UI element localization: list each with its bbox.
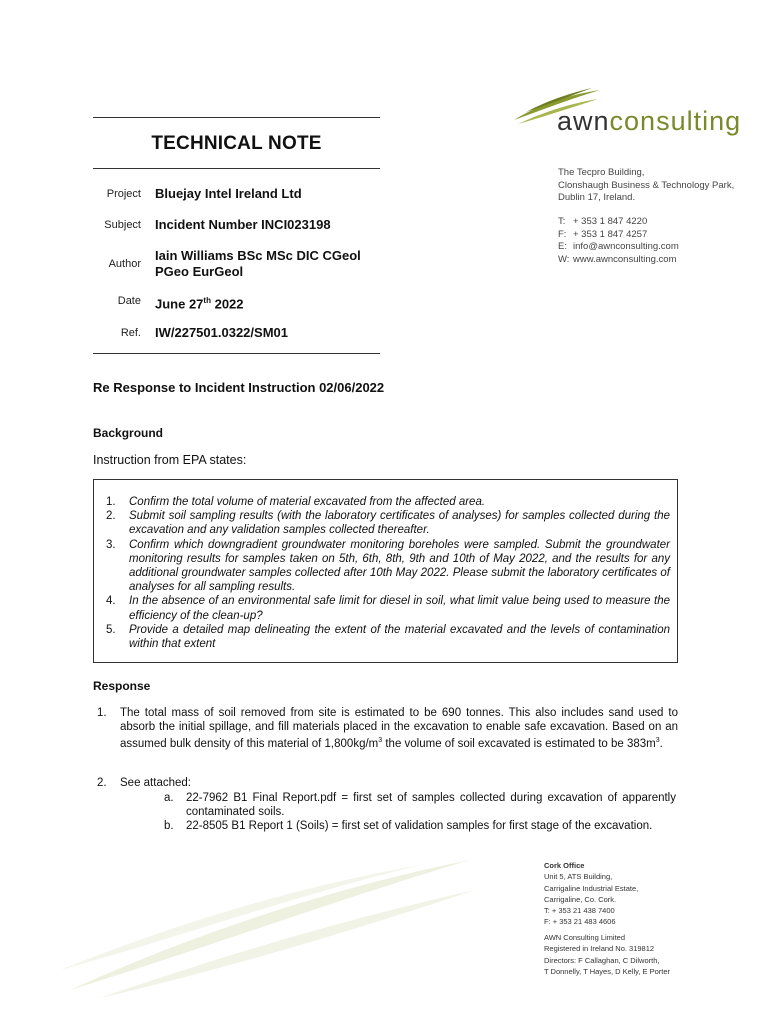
ref-label: Ref. (120, 327, 141, 339)
author-line: Iain Williams BSc MSc DIC CGeol (155, 248, 361, 263)
author-line: PGeo EurGeol (155, 264, 244, 279)
contact-website: W: www.awnconsulting.com (558, 253, 677, 265)
header-rule-top (93, 117, 380, 118)
cork-line: Carrigaline, Co. Cork. (544, 894, 617, 904)
list-item: 4. In the absence of an environmental safe limit for diesel in soil, what limit value being used to measure the efficiency of the clean-up? (106, 595, 670, 622)
decorative-swoosh-graphic (60, 850, 480, 1000)
list-item: 3. Confirm which downgradient groundwater monitoring boreholes were sampled. Submit the groundwater monitoring results for samples taken on 5th, 6th, 8th, 9th and 10th of May 2022, and the results for any additional groundwater samples collected after 10th May 2022. Please submit the laboratory certificates of analyses for all sampling results. (106, 538, 670, 594)
address-line: Dublin 17, Ireland. (558, 192, 636, 203)
project-label: Project (106, 188, 141, 200)
company-line: Registered in Ireland No. 319812 (544, 944, 655, 954)
cork-office-title: Cork Office (544, 861, 585, 870)
contact-fax: F: + 353 1 847 4257 (558, 228, 648, 240)
list-item: 1. Confirm the total volume of material excavated from the affected area. (106, 496, 486, 508)
response-item-2: 2. See attached: (97, 777, 191, 789)
header-rule-bottom (93, 353, 380, 354)
contact-details (558, 216, 679, 266)
logo-consulting-text: consulting (609, 106, 742, 136)
awn-consulting-logo (557, 106, 741, 136)
cork-line: T: + 353 21 438 7400 (544, 906, 615, 916)
instruction-list (106, 495, 670, 651)
cork-line: Carrigaline Industrial Estate, (544, 883, 639, 893)
list-item: 2. Submit soil sampling results (with the laboratory certificates of analyses) for samples collected during the excavation and any validation samples collected thereafter. (106, 510, 670, 537)
address-line: Clonshaugh Business & Technology Park, (558, 179, 735, 191)
date-label: Date (117, 295, 141, 307)
response-item-1: 1. The total mass of soil removed from site is estimated to be 690 tonnes. This also includes sand used to absorb the initial spillage, and fill materials placed in the excavation to enable safe excavation. Based on an assumed bulk density of this material of $1,800kg/m^3$ the volume of soil excavated is estimated to be $383m^3$. (97, 707, 678, 751)
re-heading: Re Response to Incident Instruction 02/06/2022 (93, 380, 385, 395)
cork-line: Unit 5, ATS Building, (544, 872, 613, 882)
list-item: 5. Provide a detailed map delineating the extent of the material excavated and the levels of contamination within that extent (106, 623, 670, 651)
header-rule-mid (93, 168, 380, 169)
subject-value: Incident Number INCI023198 (155, 217, 331, 232)
author-label: Author (108, 258, 141, 270)
company-line: AWN Consulting Limited (544, 933, 626, 942)
epa-instructions-box (93, 479, 678, 663)
ref-value: IW/227501.0322/SM01 (155, 325, 288, 340)
instruction-intro: Instruction from EPA states: (93, 453, 247, 467)
logo-awn-text: awn (557, 106, 610, 136)
subject-label: Subject (104, 219, 141, 231)
contact-email: E: info@awnconsulting.com (558, 241, 679, 252)
response-subitem-b: b. 22-8505 B1 Report 1 (Soils) = first set of validation samples for first stage of the excavation. (164, 820, 653, 832)
response-subitem-a: a. 22-7962 B1 Final Report.pdf = first set of samples collected during excavation of apparently contaminated soils. (164, 792, 676, 819)
author-value (155, 248, 361, 280)
response-heading: Response (93, 679, 151, 693)
cork-line: F: + 353 21 483 4606 (544, 917, 616, 927)
project-value: Bluejay Intel Ireland Ltd (155, 186, 302, 201)
company-line: Directors: F Callaghan, C Dilworth, (544, 955, 660, 965)
company-line: T Donnelly, T Hayes, D Kelly, E Porter (544, 966, 671, 976)
company-registration-block (544, 932, 670, 977)
address-line: The Tecpro Building, (558, 167, 645, 178)
cork-office-block (544, 860, 638, 928)
contact-phone: T: + 353 1 847 4220 (558, 216, 648, 227)
background-heading: Background (93, 426, 164, 440)
page-title: TECHNICAL NOTE (151, 133, 322, 154)
date-value: June 27th 2022 (155, 296, 244, 312)
office-address (558, 167, 734, 205)
